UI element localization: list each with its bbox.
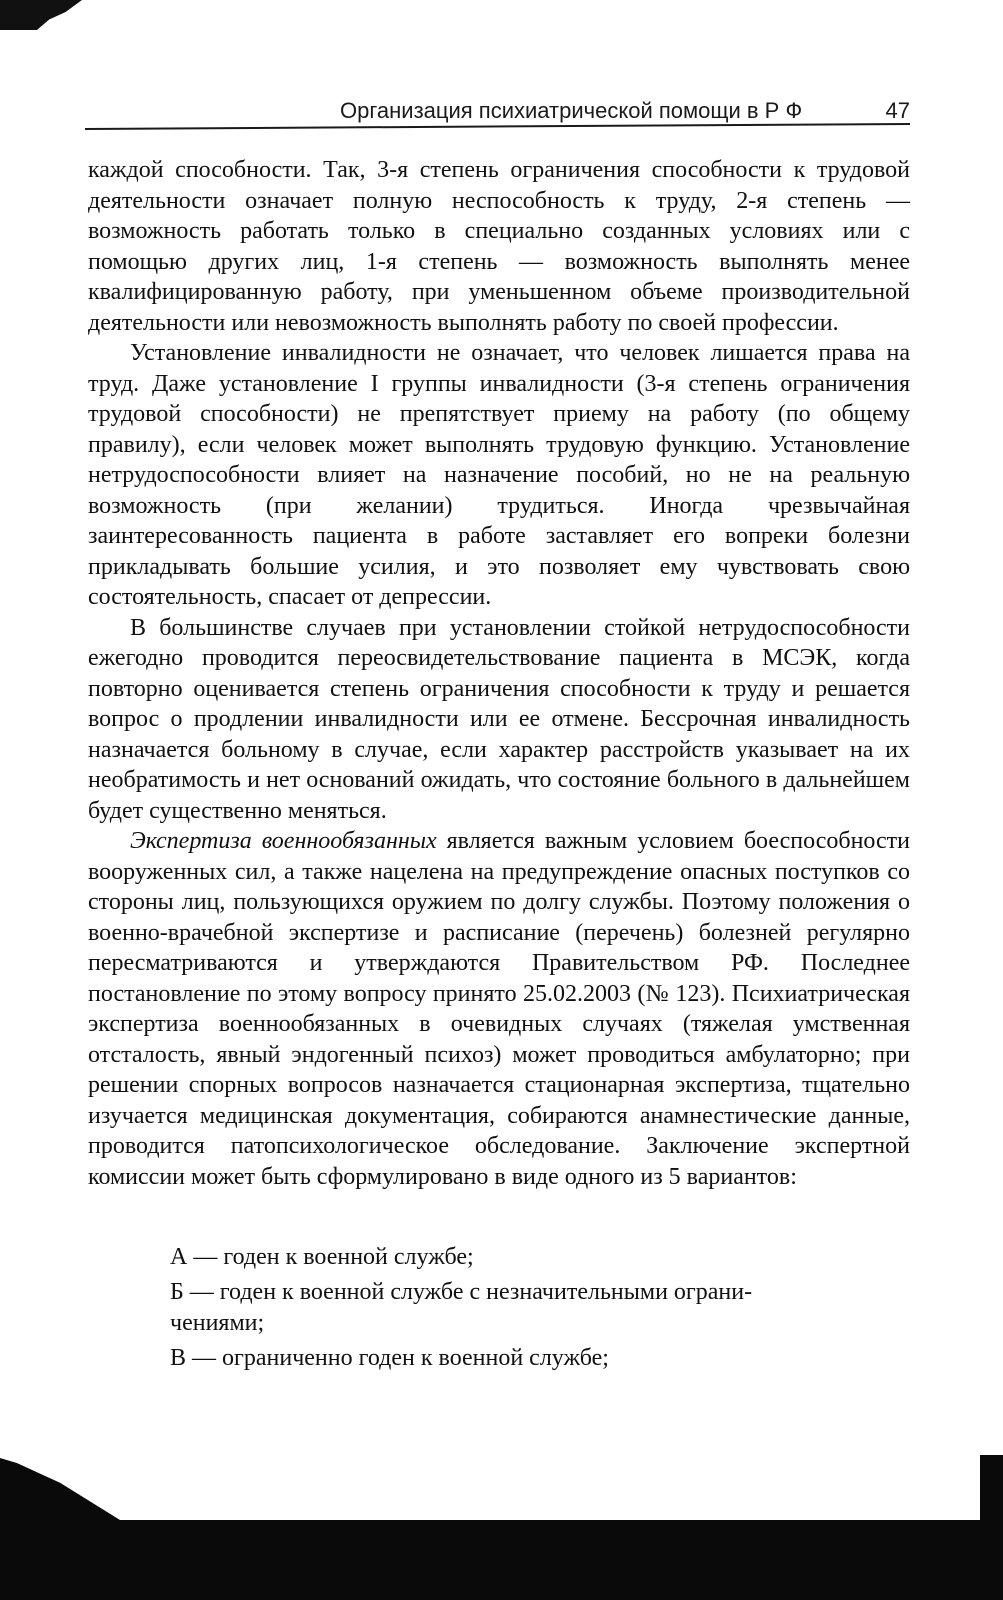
paragraph-4 [88, 826, 910, 1192]
list-item: чениями; [170, 1310, 265, 1336]
paragraph-3 [88, 613, 910, 827]
scan-artifact-top [0, 0, 82, 30]
list-item: В — ограниченно годен к военной службе; [170, 1345, 609, 1371]
p3-text: В большинстве случаев при установлении стойкой нетрудоспособности ежегодно проводится переосвидетельствование пациента в МСЭК, когда повторно оценивается степень ограничения способности к труду и решается вопрос о продлении инвалидности или ее отмене. Бессрочная инвалидность назначается больному в случае, если характер расстройств указывает на их необратимость и нет оснований ожидать, что состояние больного в дальнейшем будет существенно меняться. [88, 614, 910, 824]
paragraph-4-first-line-rest: является важным условием боеспособ [436, 828, 851, 854]
running-header-title: Организация психиатрической помощи в Р Ф [340, 98, 803, 123]
verdict-list [170, 1242, 870, 1378]
running-header [340, 98, 910, 124]
page-number: 47 [885, 98, 910, 123]
term-italic: Экспертиза военнообязанных [130, 828, 437, 854]
p1-text: каждой способности. Так, 3-я степень ограничения способности к трудовой деятельности означает полную неспособность к труду, 2-я степень — возможность работать только в специально созданных условиях или с помощью других лиц, 1-я степень — возможность выполнять менее квалифицированную работу, при уменьшенном объеме производительной деятельности или невозможность выполнять работу по своей профессии. [88, 157, 910, 336]
paragraph-2 [88, 338, 910, 613]
p4-text: ности вооруженных сил, а также нацелена на предупреждение опасных поступков со стороны лиц, пользующихся оружием по долгу службы. Поэтому положения о военно-врачебной экспертизе и расписание (перечень) болезней регулярно пересматриваются и утверждаются Правительством РФ. Последнее постановление по этому вопросу принято 25.02.2003 (№ 123). Психиатрическая экспертиза военнообязанных в очевидных случаях (тяжелая умственная отсталость, явный эндогенный психоз) может проводиться амбулаторно; при решении спорных вопросов назначается стационарная экспертиза, тщательно изучается медицинская документация, собираются анамнестические данные, проводится патопсихологическое обследование. Заключение экспертной комиссии может быть сформулировано в виде одного из 5 вариантов: [88, 828, 910, 1190]
scan-artifact-bottom-band [0, 1520, 1003, 1600]
body-text [88, 155, 910, 1192]
paragraph-1 [88, 155, 910, 338]
header-rule [85, 123, 910, 130]
scan-artifact-bottom-right [980, 1455, 1003, 1520]
list-item: Б — годен к военной службе с незначительными ограни- [170, 1279, 753, 1305]
p2-text: Установление инвалидности не означает, что человек лишается права на труд. Даже установление I группы инвалидности (3-я степень ограничения трудовой способности) не препятствует приему на работу (по общему правилу), если человек может выполнять трудовую функцию. Установление нетрудоспособности влияет на назначение пособий, но не на реальную возможность (при желании) трудиться. Иногда чрезвычайная заинтересованность пациента в работе заставляет его вопреки болезни прикладывать большие усилия, и это позволяет ему чувствовать свою состоятельность, спасает от депрессии. [88, 340, 910, 610]
list-item: А — годен к военной службе; [170, 1244, 474, 1270]
scan-artifact-bottom-left [0, 1458, 120, 1520]
